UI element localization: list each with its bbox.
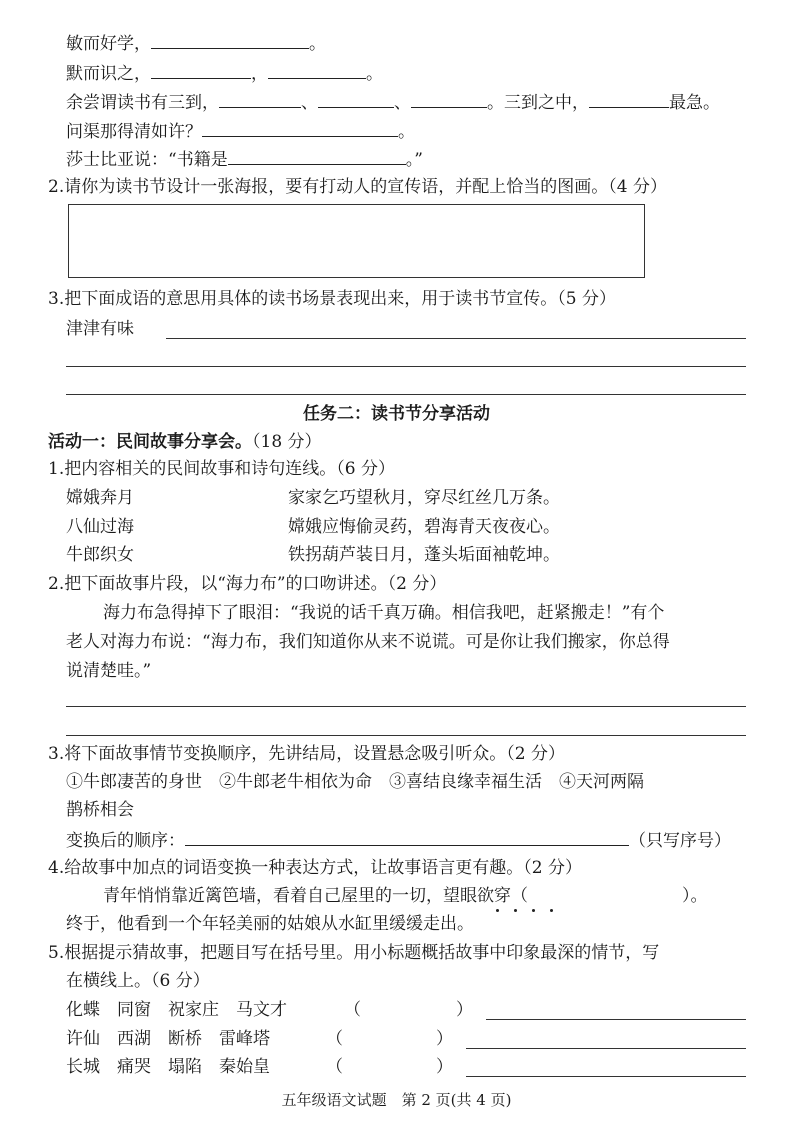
answer-line[interactable] [66, 706, 746, 707]
answer-blank[interactable] [219, 89, 301, 108]
answer-blank[interactable] [268, 60, 366, 79]
story-paragraph-line: 老人对海力布说：“海力布，我们知道你从来不说谎。可是你让我们搬家，你总得 [66, 632, 670, 652]
answer-line[interactable] [66, 735, 746, 736]
answer-blank[interactable] [151, 30, 309, 49]
fill-line-2 [66, 60, 383, 86]
order-answer-blank[interactable] [185, 827, 629, 846]
prompt-text: 余尝谓读书有三到， [66, 93, 219, 113]
prompt-text: 最急。 [669, 93, 720, 113]
fill-line-5 [66, 146, 423, 172]
paren-open: （ [326, 1029, 343, 1049]
page-footer: 五年级语文试题 第 2 页(共 4 页) [281, 1091, 512, 1109]
order-row [66, 827, 731, 853]
question-2: 2.请你为读书节设计一张海报，要有打动人的宣传语，并配上恰当的图画。（4 分） [48, 177, 667, 197]
activity-1-title: 活动一：民间故事分享会。 [48, 432, 252, 452]
paren-close: ） [436, 1029, 453, 1049]
title-answer-slot[interactable] [344, 1027, 434, 1049]
answer-blank[interactable] [318, 89, 394, 108]
emphasis-dot [550, 909, 553, 912]
order-note: （只写序号） [629, 831, 731, 851]
answer-blank[interactable] [411, 89, 487, 108]
subtitle-answer-line[interactable] [466, 1076, 746, 1077]
subtitle-answer-line[interactable] [466, 1048, 746, 1049]
story-item[interactable]: 八仙过海 [66, 517, 134, 537]
a1-question: 1.把内容相关的民间故事和诗句连线。（6 分） [48, 459, 395, 479]
activity-1-heading [48, 430, 322, 454]
title-answer-slot[interactable] [362, 998, 452, 1020]
answer-line[interactable] [66, 394, 746, 395]
answer-blank[interactable] [228, 146, 406, 165]
a2-question: 2.把下面故事片段，以“海力布”的口吻讲述。（2 分） [48, 574, 447, 594]
fill-line-3 [66, 89, 720, 115]
a5-hints: 长城 痛哭 塌陷 秦始皇 [66, 1057, 270, 1077]
answer-blank[interactable] [151, 60, 251, 79]
paren-close: ） [456, 1000, 473, 1020]
punct: 、 [301, 93, 318, 113]
answer-line[interactable] [66, 366, 746, 367]
a4-sentence-1 [103, 884, 748, 908]
a5-question: 5.根据提示猜故事，把题目写在括号里。用小标题概括故事中印象最深的情节，写 [48, 943, 660, 963]
question-3: 3.把下面成语的意思用具体的读书场景表现出来，用于读书节宣传。（5 分） [48, 289, 616, 309]
prompt-text: 。三到之中， [487, 93, 589, 113]
poem-item[interactable]: 嫦娥应悔偷灵药，碧海青天夜夜心。 [288, 517, 560, 537]
prompt-text: 默而识之， [66, 64, 151, 84]
prompt-text: 问渠那得清如许？ [66, 122, 202, 142]
story-item[interactable]: 牛郎织女 [66, 545, 134, 565]
punct: 。 [398, 122, 415, 142]
a4-sentence-2: 终于，他看到一个年轻美丽的姑娘从水缸里缓缓走出。 [66, 914, 474, 934]
a4-question: 4.给故事中加点的词语变换一种表达方式，让故事语言更有趣。（2 分） [48, 858, 582, 878]
order-label: 变换后的顺序： [66, 831, 185, 851]
poster-answer-box[interactable] [68, 204, 645, 278]
answer-blank[interactable] [589, 89, 669, 108]
a5-question-cont: 在横线上。（6 分） [66, 971, 210, 991]
subtitle-answer-line[interactable] [486, 1019, 746, 1020]
emphasis-dot [496, 909, 499, 912]
punct: 。 [366, 64, 383, 84]
paren-close: ） [436, 1057, 453, 1077]
emphasis-dot [514, 909, 517, 912]
fill-line-4 [66, 118, 415, 144]
title-answer-slot[interactable] [344, 1055, 434, 1077]
punct: 。 [309, 34, 326, 54]
fill-line-1 [66, 30, 326, 56]
prompt-text: 莎士比亚说：“书籍是 [66, 150, 228, 170]
a5-hints: 化蝶 同窗 祝家庄 马文才 [66, 1000, 287, 1020]
story-paragraph-line: 海力布急得掉下了眼泪：“我说的话千真万确。相信我吧，赶紧搬走！”有个 [103, 603, 665, 623]
punct: 、 [394, 93, 411, 113]
idiom-label: 津津有味 [66, 319, 134, 339]
plot-options: ①牛郎凄苦的身世 ②牛郎老牛相依为命 ③喜结良缘幸福生活 ④天河两隔 [66, 772, 644, 792]
punct: ， [251, 64, 268, 84]
poem-item[interactable]: 铁拐葫芦装日月，蓬头垢面袖乾坤。 [288, 545, 560, 565]
paren-open: （ [344, 1000, 361, 1020]
paren-open: （ [326, 1057, 343, 1077]
prompt-text: 敏而好学， [66, 34, 151, 54]
sentence-end: ）。 [682, 886, 708, 906]
activity-1-score: （18 分） [252, 432, 322, 452]
a3-question: 3.将下面故事情节变换顺序，先讲结局，设置悬念吸引听众。（2 分） [48, 744, 565, 764]
a5-hints: 许仙 西湖 断桥 雷峰塔 [66, 1029, 270, 1049]
answer-line[interactable] [166, 338, 746, 339]
task-2-title: 任务二：读书节分享活动 [303, 404, 490, 424]
plot-options-cont: 鹊桥相会 [66, 800, 134, 820]
story-item[interactable]: 嫦娥奔月 [66, 488, 134, 508]
answer-blank[interactable] [202, 118, 398, 137]
story-paragraph-line: 说清楚哇。” [66, 661, 152, 681]
sentence-text: 青年悄悄靠近篱笆墙，看着自己屋里的一切，望眼欲穿（ [103, 886, 528, 906]
emphasis-dot [532, 909, 535, 912]
poem-item[interactable]: 家家乞巧望秋月，穿尽红丝几万条。 [288, 488, 560, 508]
punct: 。” [405, 150, 423, 170]
